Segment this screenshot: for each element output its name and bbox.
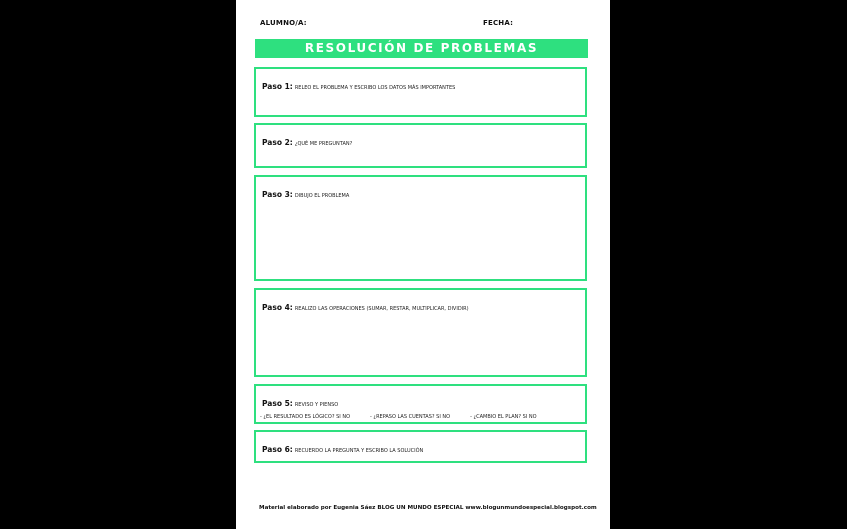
student-name-label: ALUMNO/A: <box>260 19 307 27</box>
step-5-label: Paso 5: <box>262 399 293 408</box>
step-3-label: Paso 3: <box>262 190 293 199</box>
footer-credit: Material elaborado por Eugenia Sáez BLOG UN MUNDO ESPECIAL www.blogunmundoespecial.blogspot.com <box>259 505 597 511</box>
step-5-text: REVISO Y PIENSO <box>294 402 339 408</box>
worksheet-title: RESOLUCIÓN DE PROBLEMAS MATEMÁTICOS <box>255 39 588 58</box>
check-review-calculations[interactable]: - ¿REPASO LAS CUENTAS? SI NO <box>370 414 451 420</box>
step-4-text: REALIZO LAS OPERACIONES (SUMAR, RESTAR, MULTIPLICAR, DIVIDIR) <box>294 306 469 312</box>
step-3-text: DIBUJO EL PROBLEMA <box>294 193 350 199</box>
step-6-label: Paso 6: <box>262 445 293 454</box>
check-result-logical[interactable]: - ¿EL RESULTADO ES LÓGICO? SI NO <box>260 414 351 420</box>
step-2-box[interactable] <box>254 123 587 168</box>
step-2-text: ¿QUÉ ME PREGUNTAN? <box>294 141 353 147</box>
step-1-box[interactable] <box>254 67 587 117</box>
worksheet-page <box>236 0 610 529</box>
review-checklist <box>260 414 557 420</box>
step-6-text: RECUERDO LA PREGUNTA Y ESCRIBO LA SOLUCIÓN <box>294 448 424 454</box>
step-3-box[interactable] <box>254 175 587 281</box>
step-1-label: Paso 1: <box>262 82 293 91</box>
step-1-text: RELEO EL PROBLEMA Y ESCRIBO LOS DATOS MÁS IMPORTANTES <box>294 85 456 91</box>
step-6-box[interactable] <box>254 430 587 463</box>
step-2-label: Paso 2: <box>262 138 293 147</box>
step-5-box[interactable] <box>254 384 587 424</box>
check-change-plan[interactable]: - ¿CAMBIO EL PLAN? SI NO <box>470 414 537 420</box>
step-4-label: Paso 4: <box>262 303 293 312</box>
date-label: FECHA: <box>483 19 514 27</box>
step-4-box[interactable] <box>254 288 587 377</box>
